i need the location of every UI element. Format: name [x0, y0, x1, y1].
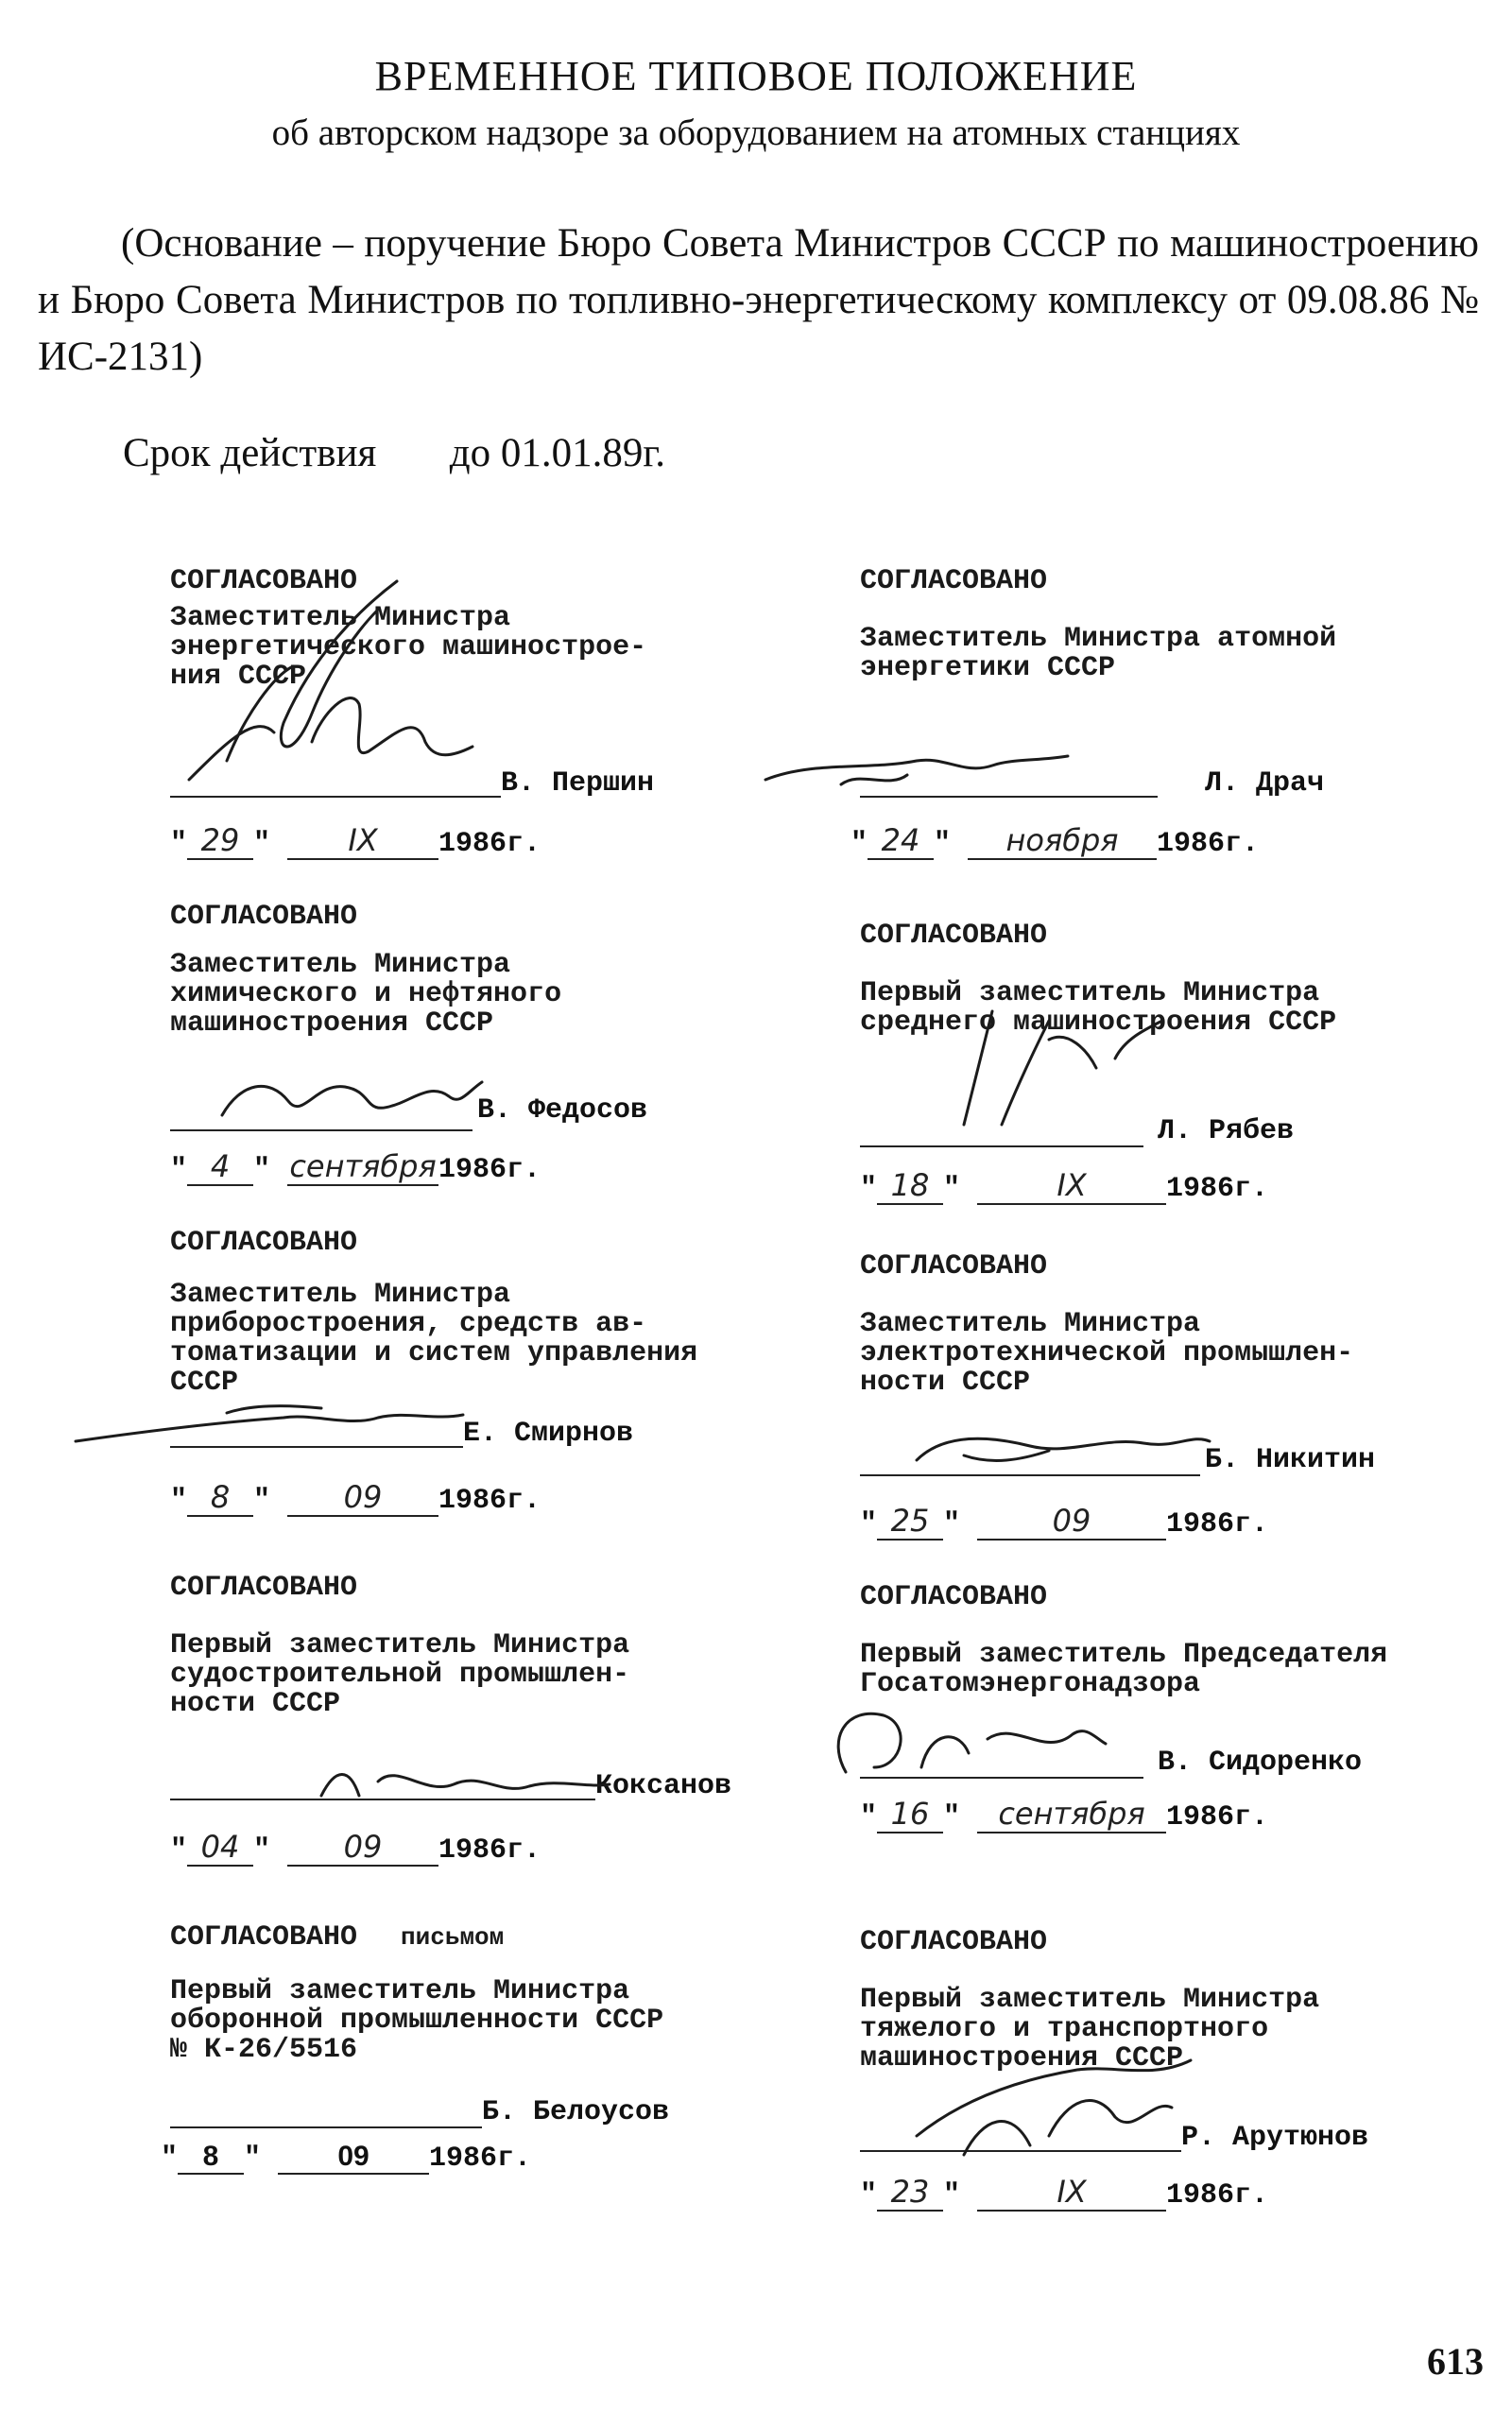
approval-header: СОГЛАСОВАНО — [170, 565, 358, 597]
approval-header: СОГЛАСОВАНО — [860, 1581, 1048, 1613]
date-month: сентября — [287, 1148, 438, 1186]
approval-position: Первый заместитель Министра тяжелого и транспортного машиностроения СССР — [860, 1984, 1320, 2074]
date-month: 09 — [287, 1479, 438, 1517]
signature-line — [170, 2126, 482, 2128]
approval-date: " 24 " ноября 1986г. — [850, 822, 1260, 860]
date-day: 8 — [187, 1479, 253, 1517]
signature-scribble — [170, 572, 482, 799]
approval-header: СОГЛАСОВАНО — [170, 1572, 358, 1604]
date-month: 09 — [287, 1829, 438, 1867]
approval-date: " 4 " сентября1986г. — [170, 1148, 541, 1186]
basis-paragraph: (Основание – поручение Бюро Совета Министров СССР по машиностроению и Бюро Совета Министров по топливно-энергетическому комплексу от 09.08.86 № ИС-2131) — [38, 221, 1479, 379]
approval-header: СОГЛАСОВАНО — [170, 1227, 358, 1259]
approval-position: Заместитель Министра атомной энергетики СССР — [860, 623, 1337, 684]
approval-position: Заместитель Министра химического и нефтяного машиностроения СССР — [170, 949, 562, 1040]
validity-line — [123, 430, 665, 476]
approval-date: " 8 " 09 1986г. — [161, 2141, 532, 2175]
date-day: 8 — [178, 2141, 244, 2175]
approval-position: Первый заместитель Министра оборонной промышленности СССР № К-26/5516 — [170, 1975, 664, 2066]
date-month: 09 — [977, 1503, 1166, 1541]
date-year: 1986г. — [1166, 1508, 1269, 1541]
approval-position: Первый заместитель Министра судостроительной промышлен- ности СССР — [170, 1629, 630, 1720]
date-day: 24 — [868, 822, 934, 860]
approval-block-6 — [860, 1252, 1474, 1398]
signature-scribble — [827, 1701, 1110, 1782]
date-year: 1986г. — [1166, 2179, 1269, 2212]
approval-position: Первый заместитель Председателя Госатомэнергонадзора — [860, 1639, 1388, 1700]
date-day: 23 — [877, 2174, 943, 2212]
validity-value: до 01.01.89г. — [449, 431, 665, 475]
signatory-name: Л. Драч — [1205, 767, 1325, 800]
approval-date: " 04 " 09 1986г. — [170, 1829, 541, 1867]
approval-header: СОГЛАСОВАНО — [860, 565, 1048, 597]
signatory-name: Б. Никитин — [1205, 1444, 1376, 1476]
approval-block-7 — [170, 1574, 784, 1719]
signatory-name: Е. Смирнов — [463, 1418, 634, 1450]
approval-header: СОГЛАСОВАНО — [860, 1250, 1048, 1282]
date-month: 09 — [278, 2141, 429, 2175]
approval-header: СОГЛАСОВАНО — [170, 901, 358, 933]
approval-date: " 18 " IX 1986г. — [860, 1167, 1269, 1205]
approval-header: СОГЛАСОВАНО — [860, 920, 1048, 952]
signature-scribble — [66, 1394, 472, 1451]
signature-scribble — [907, 1422, 1219, 1474]
document-subtitle: об авторском надзоре за оборудованием на атомных станциях — [271, 112, 1241, 153]
date-month: сентября — [977, 1796, 1166, 1833]
approval-block-9 — [170, 1923, 784, 2065]
date-year: 1986г. — [438, 1154, 541, 1186]
signature-line — [860, 1145, 1143, 1147]
signature-line — [860, 1474, 1200, 1476]
date-year: 1986г. — [438, 1485, 541, 1517]
date-month: ноября — [968, 822, 1157, 860]
approval-block-8 — [860, 1583, 1503, 1699]
signature-scribble — [936, 1002, 1181, 1134]
signature-line — [170, 1129, 472, 1131]
signatory-name: Р. Арутюнов — [1181, 2122, 1369, 2154]
approval-header: СОГЛАСОВАНО — [860, 1926, 1048, 1958]
approval-position: Заместитель Министра электротехнической промышлен- ности СССР — [860, 1308, 1354, 1399]
approval-date: " 8 " 09 1986г. — [170, 1479, 541, 1517]
validity-label: Срок действия — [123, 431, 377, 475]
approval-position: Заместитель Министра приборостроения, средств ав- томатизации и систем управления СССР — [170, 1279, 698, 1399]
date-day: 16 — [877, 1796, 943, 1833]
date-year: 1986г. — [1157, 828, 1260, 860]
approval-block-5 — [170, 1229, 832, 1398]
date-year: 1986г. — [429, 2143, 532, 2175]
approval-block-2 — [860, 567, 1474, 683]
approval-position: Заместитель Министра энергетического машинострое- ния СССР — [170, 602, 647, 693]
approval-block-3 — [170, 903, 784, 1039]
signature-scribble — [756, 742, 1077, 799]
signatory-name: Б. Белоусов — [482, 2096, 670, 2128]
approval-date: " 16 " сентября 1986г. — [860, 1796, 1269, 1833]
date-day: 18 — [877, 1167, 943, 1205]
date-day: 25 — [877, 1503, 943, 1541]
date-day: 29 — [187, 822, 253, 860]
date-year: 1986г. — [438, 828, 541, 860]
approval-header: СОГЛАСОВАНО письмом — [170, 1921, 505, 1954]
page-number: 613 — [1427, 2340, 1484, 2383]
date-day: 4 — [187, 1148, 253, 1186]
document-title: ВРЕМЕННОЕ ТИПОВОЕ ПОЛОЖЕНИЕ — [374, 53, 1138, 99]
signatory-name: В. Сидоренко — [1158, 1747, 1363, 1779]
date-month: IX — [977, 2174, 1166, 2212]
date-month: IX — [287, 822, 438, 860]
approval-date: " 23 " IX 1986г. — [860, 2174, 1269, 2212]
signatory-name: В. Федосов — [477, 1094, 648, 1127]
signatory-name: Коксанов — [595, 1770, 732, 1802]
signature-scribble — [312, 1758, 614, 1805]
approval-note: письмом — [401, 1923, 505, 1952]
date-year: 1986г. — [1166, 1801, 1269, 1833]
approval-date: " 29 " IX 1986г. — [170, 822, 541, 860]
date-year: 1986г. — [1166, 1173, 1269, 1205]
signatory-name: Л. Рябев — [1158, 1115, 1295, 1147]
signatory-name: В. Першин — [501, 767, 655, 800]
signature-scribble — [213, 1063, 487, 1129]
date-year: 1986г. — [438, 1834, 541, 1867]
date-day: 04 — [187, 1829, 253, 1867]
approval-date: " 25 " 09 1986г. — [860, 1503, 1269, 1541]
approval-position: Первый заместитель Министра среднего машиностроения СССР — [860, 977, 1337, 1039]
date-month: IX — [977, 1167, 1166, 1205]
signature-scribble — [907, 2041, 1219, 2164]
